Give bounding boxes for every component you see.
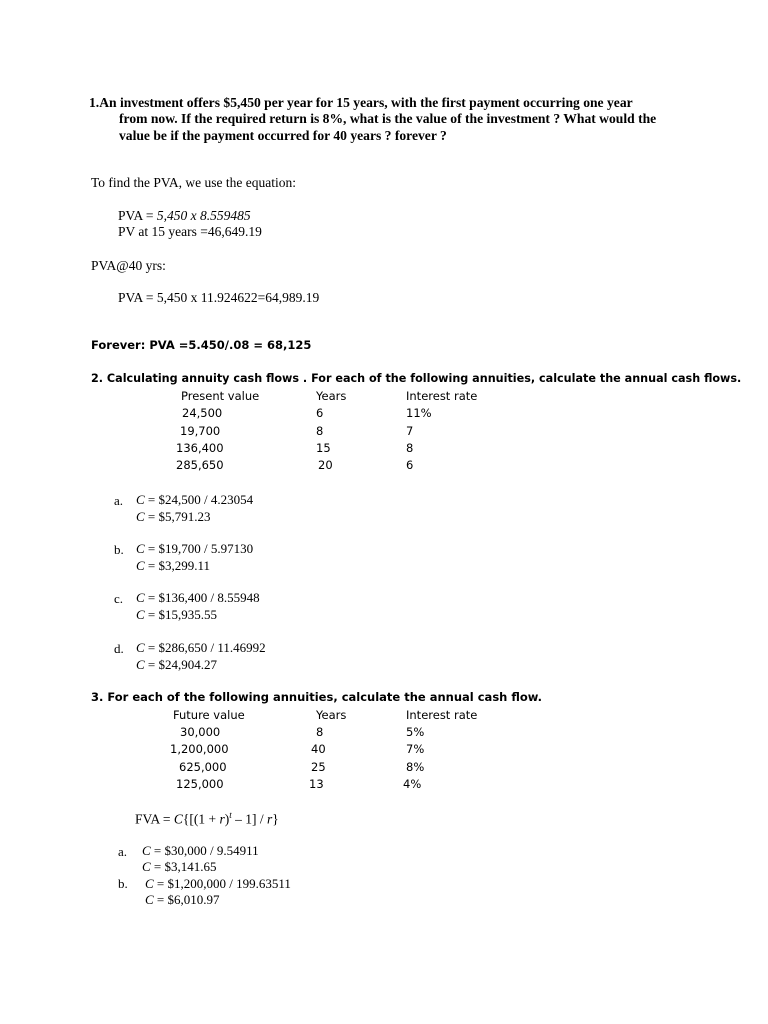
q3-row2-fv: 1,200,000 [170, 742, 229, 756]
q3-row4-rate: 4% [403, 777, 422, 791]
q3-header-rate: Interest rate [406, 708, 478, 722]
q2-row1-years: 6 [316, 406, 324, 420]
q2-row1-pv: 24,500 [182, 406, 223, 420]
q1-line1: 1.An investment offers $5,450 per year for 15 years, with the first payment occurring one year [89, 95, 633, 110]
q1-intro: To find the PVA, we use the equation: [91, 175, 297, 190]
q3-row3-years: 25 [311, 760, 326, 774]
q2-answer-b-letter: b. [114, 542, 124, 557]
q2-row4-years: 20 [318, 458, 333, 472]
q3-row4-years: 13 [309, 777, 324, 791]
q3-answer-b-line2: C = $6,010.97 [145, 892, 220, 907]
pva-label: PVA = [118, 208, 157, 223]
q2-header-rate: Interest rate [406, 389, 478, 403]
q3-answer-a-line1: C = $30,000 / 9.54911 [142, 843, 259, 858]
q2-answer-c-letter: c. [114, 591, 124, 606]
q2-answer-a-line2: C = $5,791.23 [136, 509, 211, 524]
q2-row1-rate: 11% [406, 406, 432, 420]
q2-answer-b-line1: C = $19,700 / 5.97130 [136, 541, 254, 556]
q2-answer-c-line1: C = $136,400 / 8.55948 [136, 590, 260, 605]
q2-heading: 2. Calculating annuity cash flows . For each of the following annuities, calculate the annual cash flows. [91, 372, 742, 385]
q2-row2-years: 8 [316, 424, 324, 438]
q1-line3: value be if the payment occurred for 40 years ? forever ? [119, 128, 447, 143]
q1-pv15: PV at 15 years =46,649.19 [118, 224, 262, 239]
q2-row4-pv: 285,650 [176, 458, 224, 472]
q2-row3-years: 15 [316, 441, 331, 455]
q3-answer-b-line1: C = $1,200,000 / 199.63511 [145, 876, 291, 891]
q2-answer-d-letter: d. [114, 641, 124, 656]
q3-row1-fv: 30,000 [180, 725, 221, 739]
q1-pva40: PVA = 5,450 x 11.924622=64,989.19 [118, 290, 320, 305]
q2-row4-rate: 6 [406, 458, 414, 472]
q3-row1-years: 8 [316, 725, 324, 739]
pva-expression: 5,450 x 8.559485 [156, 208, 251, 223]
q2-row2-pv: 19,700 [180, 424, 221, 438]
q2-answer-a-letter: a. [114, 493, 124, 508]
q3-header-future-value: Future value [173, 708, 245, 722]
q2-answer-d-line1: C = $286,650 / 11.46992 [136, 640, 266, 655]
q2-row2-rate: 7 [406, 424, 414, 438]
q1-pva-equation [118, 208, 251, 224]
q1-line2: from now. If the required return is 8%, what is the value of the investment ? What would the [119, 111, 657, 126]
q3-row3-rate: 8% [406, 760, 425, 774]
q2-header-present-value: Present value [181, 389, 260, 403]
q3-row2-rate: 7% [406, 742, 425, 756]
q3-answer-b-letter: b. [118, 876, 128, 891]
q2-header-years: Years [316, 389, 347, 403]
q3-header-years: Years [316, 708, 347, 722]
q3-answer-a-letter: a. [118, 844, 128, 859]
q2-row3-pv: 136,400 [176, 441, 224, 455]
q3-row1-rate: 5% [406, 725, 425, 739]
q3-fva-formula: FVA = $C\{[(1 + r)^t - 1] / r\}$ [135, 810, 279, 827]
q3-answer-a-line2: C = $3,141.65 [142, 859, 217, 874]
q2-answer-a-line1: C = $24,500 / 4.23054 [136, 492, 254, 507]
q1-forever: Forever: PVA =5.450/.08 = 68,125 [91, 338, 312, 352]
q2-answer-d-line2: C = $24,904.27 [136, 657, 218, 672]
q1-pva40-heading: PVA@40 yrs: [91, 258, 166, 273]
q3-heading: 3. For each of the following annuities, calculate the annual cash flow. [91, 690, 543, 704]
q3-row4-fv: 125,000 [176, 777, 224, 791]
q2-row3-rate: 8 [406, 441, 414, 455]
q2-answer-c-line2: C = $15,935.55 [136, 607, 218, 622]
q2-answer-b-line2: C = $3,299.11 [136, 558, 211, 573]
q3-row2-years: 40 [311, 742, 326, 756]
q3-row3-fv: 625,000 [179, 760, 227, 774]
